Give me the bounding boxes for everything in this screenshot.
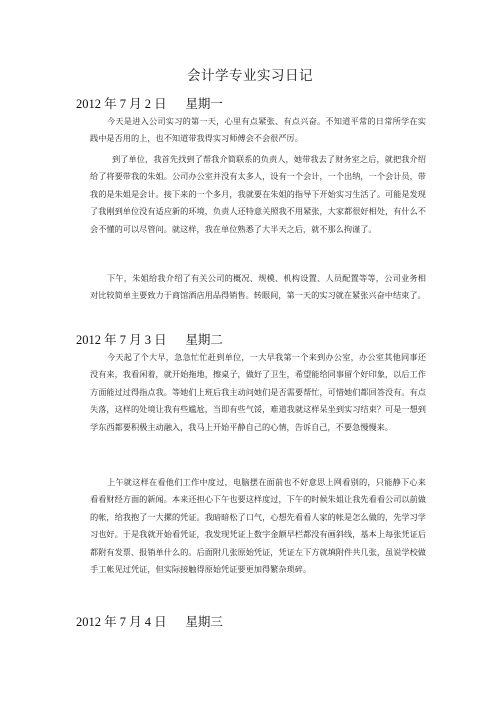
entry-paragraph: 今天是进入公司实习的第一天，心里有点紧张、有点兴奋。不知道平常的日常所学在实践中是否用的上，也不知道带我得实习师傅会不会很严厉。 [90,116,426,144]
entry-paragraph: 下午，朱姐给我介绍了有关公司的概况、规模、机构设置、人员配置等等，公司业务相对比较简单主要致力于商馆酒店用品得销售。转眼间，第一天的实习就在紧张兴奋中结束了。 [90,273,426,301]
entry-paragraph: 上午就这样在看他们工作中度过，电脑摆在面前也不好意思上网看别的，只能静下心来看看财经方面的新闻。本来还担心下午也要这样度过，下午的时候朱姐让我先看看公司以前做的帐，给我抱了一大摞的凭证。我暗暗松了口气，心想先看看人家的帐是怎么做的，先学习学习也好。于是我就开始看凭证，我发现凭证上数字金额早栏都没有画斜线，基本上每张凭证后都附有发票、报销单什么的。后面附几张原始凭证，凭证左下方就填附件共几张，虽说学校做手工帐见过凭证，但实际接触得原始凭证要更加得繁杂琐碎。 [90,477,426,575]
entry-heading-jul-3: 2012 年 7 月 3 日 星期二 [76,333,223,347]
entry-heading-jul-4: 2012 年 7 月 4 日 星期三 [76,615,223,629]
entry-paragraph: 今天起了个大早，急急忙忙赶到单位，一大早我第一个来到办公室，办公室其他同事还没有来，我看闲着，就开始拖地，擦桌子，做好了卫生，希望能给同事留个好印象，以后工作方面能过过得指点我。等她们上班后我主动问她们是否需要帮忙，可惜她们都回答没有。有点失落，这样的处境让我有些尴尬，当即有些气馁，难道我就这样呆坐到实习结束？可是一想到学东西都要积极主动融入，我马上开始平静自己的心情，告诉自己，不要急慢慢来。 [90,352,426,432]
entry-paragraph: 到了单位，我首先找到了帮我介简联系的负责人，她带我去了财务室之后，就把我介绍给了将要带我的朱姐。公司办公室并没有太多人，设有一个会计，一个出纳，一个会计员，带我的是朱姐是会计。接下来的一个多月，我就要在朱姐的指导下开始实习生活了。可能是发现了我刚到单位没有适应新的环境，负责人还特意关照我不用紧张，大家都很好相处，有什么不会不懂的可以尽管问。就这样，我在单位熟悉了大半天之后，就不那么拘谨了。 [90,154,426,234]
document-title: 会计学专业实习日记 [187,68,313,84]
entry-heading-jul-2: 2012 年 7 月 2 日 星期一 [76,97,223,111]
